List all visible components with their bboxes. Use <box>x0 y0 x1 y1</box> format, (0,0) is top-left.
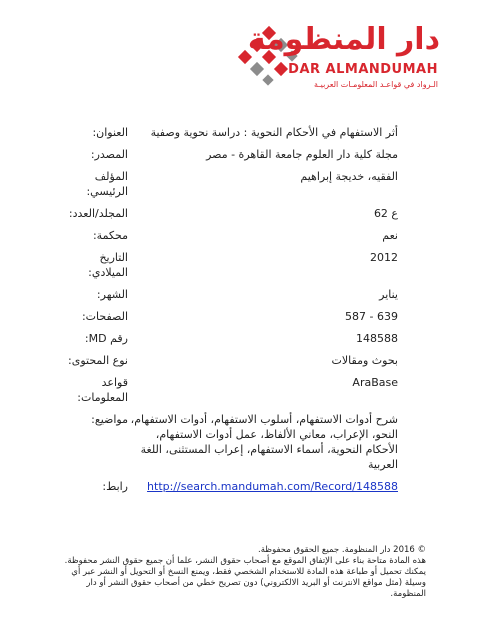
value-pages: 587 - 639 <box>345 310 398 323</box>
row-content-type <box>60 353 420 368</box>
value-year: 2012 <box>370 251 398 264</box>
label-peer-reviewed: محكمة: <box>92 229 128 242</box>
row-year <box>60 250 420 280</box>
copyright-notice: هذه المادة متاحة بناء على الإتفاق الموقع مع أصحاب حقوق النشر، علما أن جميع حقوق النشر محفوظة. يمكنك تحميل أو طباعة هذه المادة للاستخدام الشخصي فقط، ويمنع النسخ أو التحويل أو النشر عبر أي وسيلة (مثل مواقع الانترنت أو البريد الالكتروني) دون تصريح خطي من أصحاب حقوق النشر أو دار المنظومة. <box>64 556 426 599</box>
value-subjects: شرح أدوات الاستفهام، أسلوب الاستفهام، أدوات الاستفهام، النحو، الإعراب، معاني الألفاظ، عمل أدوات الاستفهام، الأحكام النحوية، أسماء الاستفهام، إعراب المستثنى، اللغة العربية <box>130 413 398 471</box>
copyright-text: © 2016 دار المنظومة. جميع الحقوق محفوظة. <box>258 545 426 555</box>
record-link[interactable]: http://search.mandumah.com/Record/148588 <box>147 480 398 493</box>
logo-tagline: الـرواد في قواعـد المعلومـات العربيـة <box>314 80 438 89</box>
label-source: المصدر: <box>90 148 128 161</box>
value-peer-reviewed: نعم <box>382 229 398 242</box>
row-pages <box>60 309 420 324</box>
publisher-logo <box>240 20 440 95</box>
value-database: AraBase <box>352 376 398 389</box>
label-subjects: مواضيع: <box>91 413 128 426</box>
row-peer-reviewed <box>60 228 420 243</box>
value-content-type: بحوث ومقالات <box>331 354 398 367</box>
label-month: الشهر: <box>96 288 128 301</box>
value-month: يناير <box>379 288 398 301</box>
label-database: قواعد المعلومات: <box>77 376 128 404</box>
row-volume <box>60 206 420 221</box>
logo-arabic-name: دار المنظومة <box>247 22 440 57</box>
value-title: أثر الاستفهام في الأحكام النحوية : دراسة نحوية وصفية <box>150 126 398 139</box>
label-md-number: رقم MD: <box>84 332 128 345</box>
label-title: العنوان: <box>92 126 128 139</box>
value-volume: ع 62 <box>373 207 398 220</box>
row-subjects <box>60 412 420 472</box>
row-database <box>60 375 420 405</box>
logo-english-name: DAR ALMANDUMAH <box>288 62 438 77</box>
label-author: المؤلف الرئيسي: <box>86 170 128 198</box>
label-volume: المجلد/العدد: <box>68 207 128 220</box>
label-pages: الصفحات: <box>81 310 128 323</box>
record-details <box>60 125 420 501</box>
row-md-number <box>60 331 420 346</box>
row-source <box>60 147 420 162</box>
copyright-footer <box>58 545 426 600</box>
row-link <box>60 479 420 494</box>
row-title <box>60 125 420 140</box>
value-md-number: 148588 <box>356 332 398 345</box>
row-author <box>60 169 420 199</box>
row-month <box>60 287 420 302</box>
value-source: مجلة كلية دار العلوم جامعة القاهرة - مصر <box>206 148 398 161</box>
label-link: رابط: <box>102 480 128 493</box>
value-author: الفقيه، خديجة إبراهيم <box>300 170 398 183</box>
value-link <box>128 479 420 494</box>
label-content-type: نوع المحتوى: <box>68 354 128 367</box>
label-year: التاريخ الميلادي: <box>88 251 128 279</box>
